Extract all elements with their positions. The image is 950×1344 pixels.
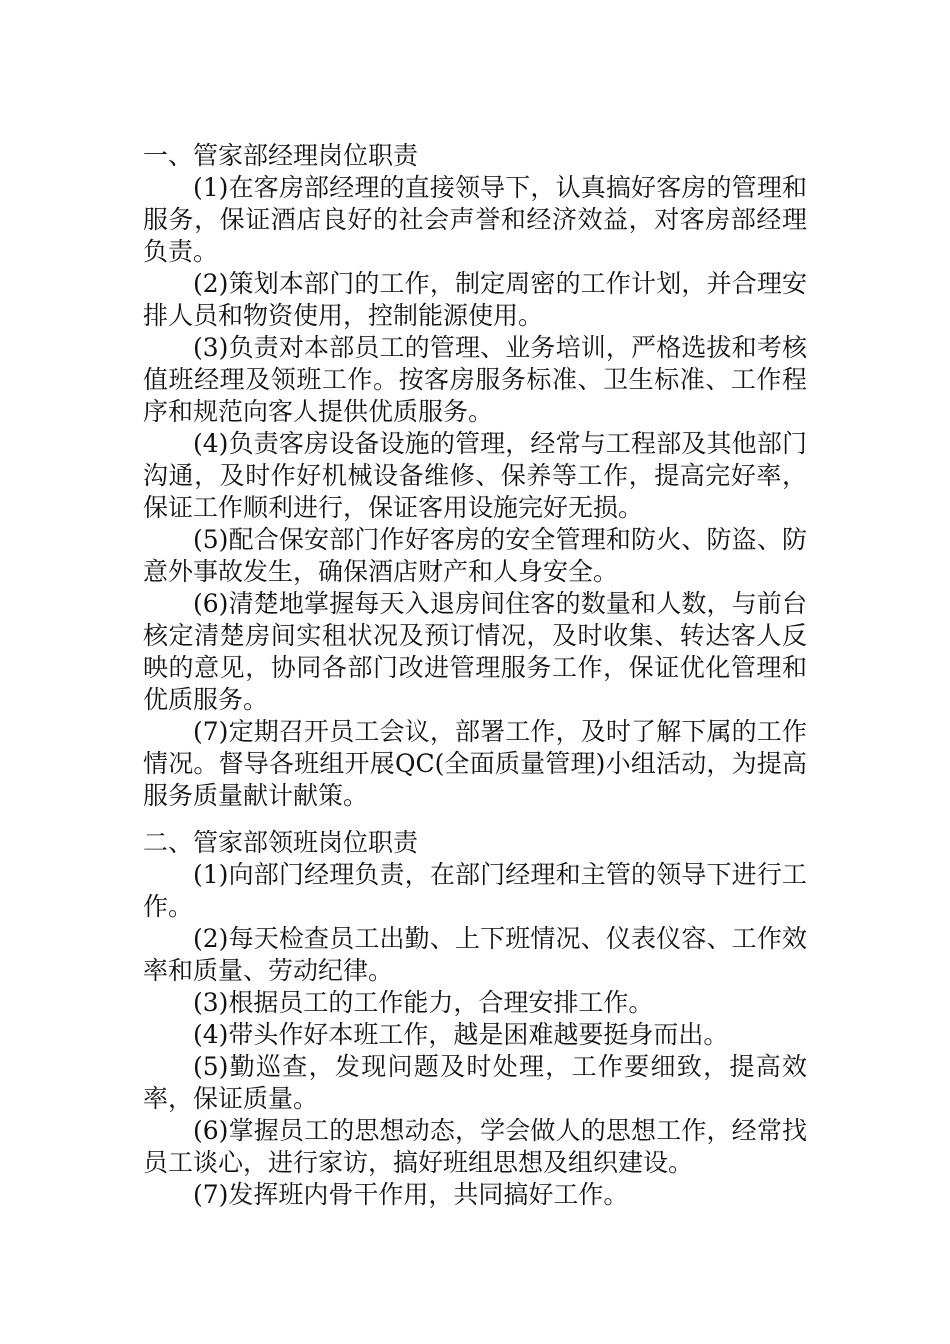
duty-item: (2)策划本部门的工作，制定周密的工作计划，并合理安排人员和物资使用，控制能源使用。 [143,269,807,330]
duty-item: (7)发挥班内骨干作用，共同搞好工作。 [193,1180,629,1209]
section-heading: 一、管家部经理岗位职责 [143,141,419,170]
section-foreman-duties [143,827,807,1211]
duty-item: (5)勤巡查，发现问题及时处理，工作要细致，提高效率，保证质量。 [143,1052,807,1113]
duty-item: (5)配合保安部门作好客房的安全管理和防火、防盗、防意外事故发生，确保酒店财产和人身安全。 [143,525,807,586]
duty-item: (6)掌握员工的思想动态，学会做人的思想工作，经常找员工谈心，进行家访，搞好班组思想及组织建设。 [143,1116,807,1177]
section-manager-duties [143,140,807,812]
document-body [143,140,807,1211]
duty-item: (4)负责客房设备设施的管理，经常与工程部及其他部门沟通，及时作好机械设备维修、保养等工作，提高完好率，保证工作顺利进行，保证客用设施完好无损。 [143,429,807,522]
section-heading: 二、管家部领班岗位职责 [143,828,419,857]
duty-item: (4)带头作好本班工作，越是困难越要挺身而出。 [193,1020,729,1049]
duty-item: (3)负责对本部员工的管理、业务培训，严格选拔和考核值班经理及领班工作。按客房服务标准、卫生标准、工作程序和规范向客人提供优质服务。 [143,333,807,426]
duty-item: (7)定期召开员工会议，部署工作，及时了解下属的工作情况。督导各班组开展QC(全面质量管理)小组活动，为提高服务质量献计献策。 [143,717,807,810]
duty-item: (2)每天检查员工出勤、上下班情况、仪表仪容、工作效率和质量、劳动纪律。 [143,924,807,985]
duty-item: (6)清楚地掌握每天入退房间住客的数量和人数，与前台核定清楚房间实租状况及预订情况，及时收集、转达客人反映的意见，协同各部门改进管理服务工作，保证优化管理和优质服务。 [143,589,807,714]
duty-item: (3)根据员工的工作能力，合理安排工作。 [193,988,654,1017]
duty-item: (1)向部门经理负责，在部门经理和主管的领导下进行工作。 [143,860,807,921]
duty-item: (1)在客房部经理的直接领导下，认真搞好客房的管理和服务，保证酒店良好的社会声誉和经济效益，对客房部经理负责。 [143,173,807,266]
